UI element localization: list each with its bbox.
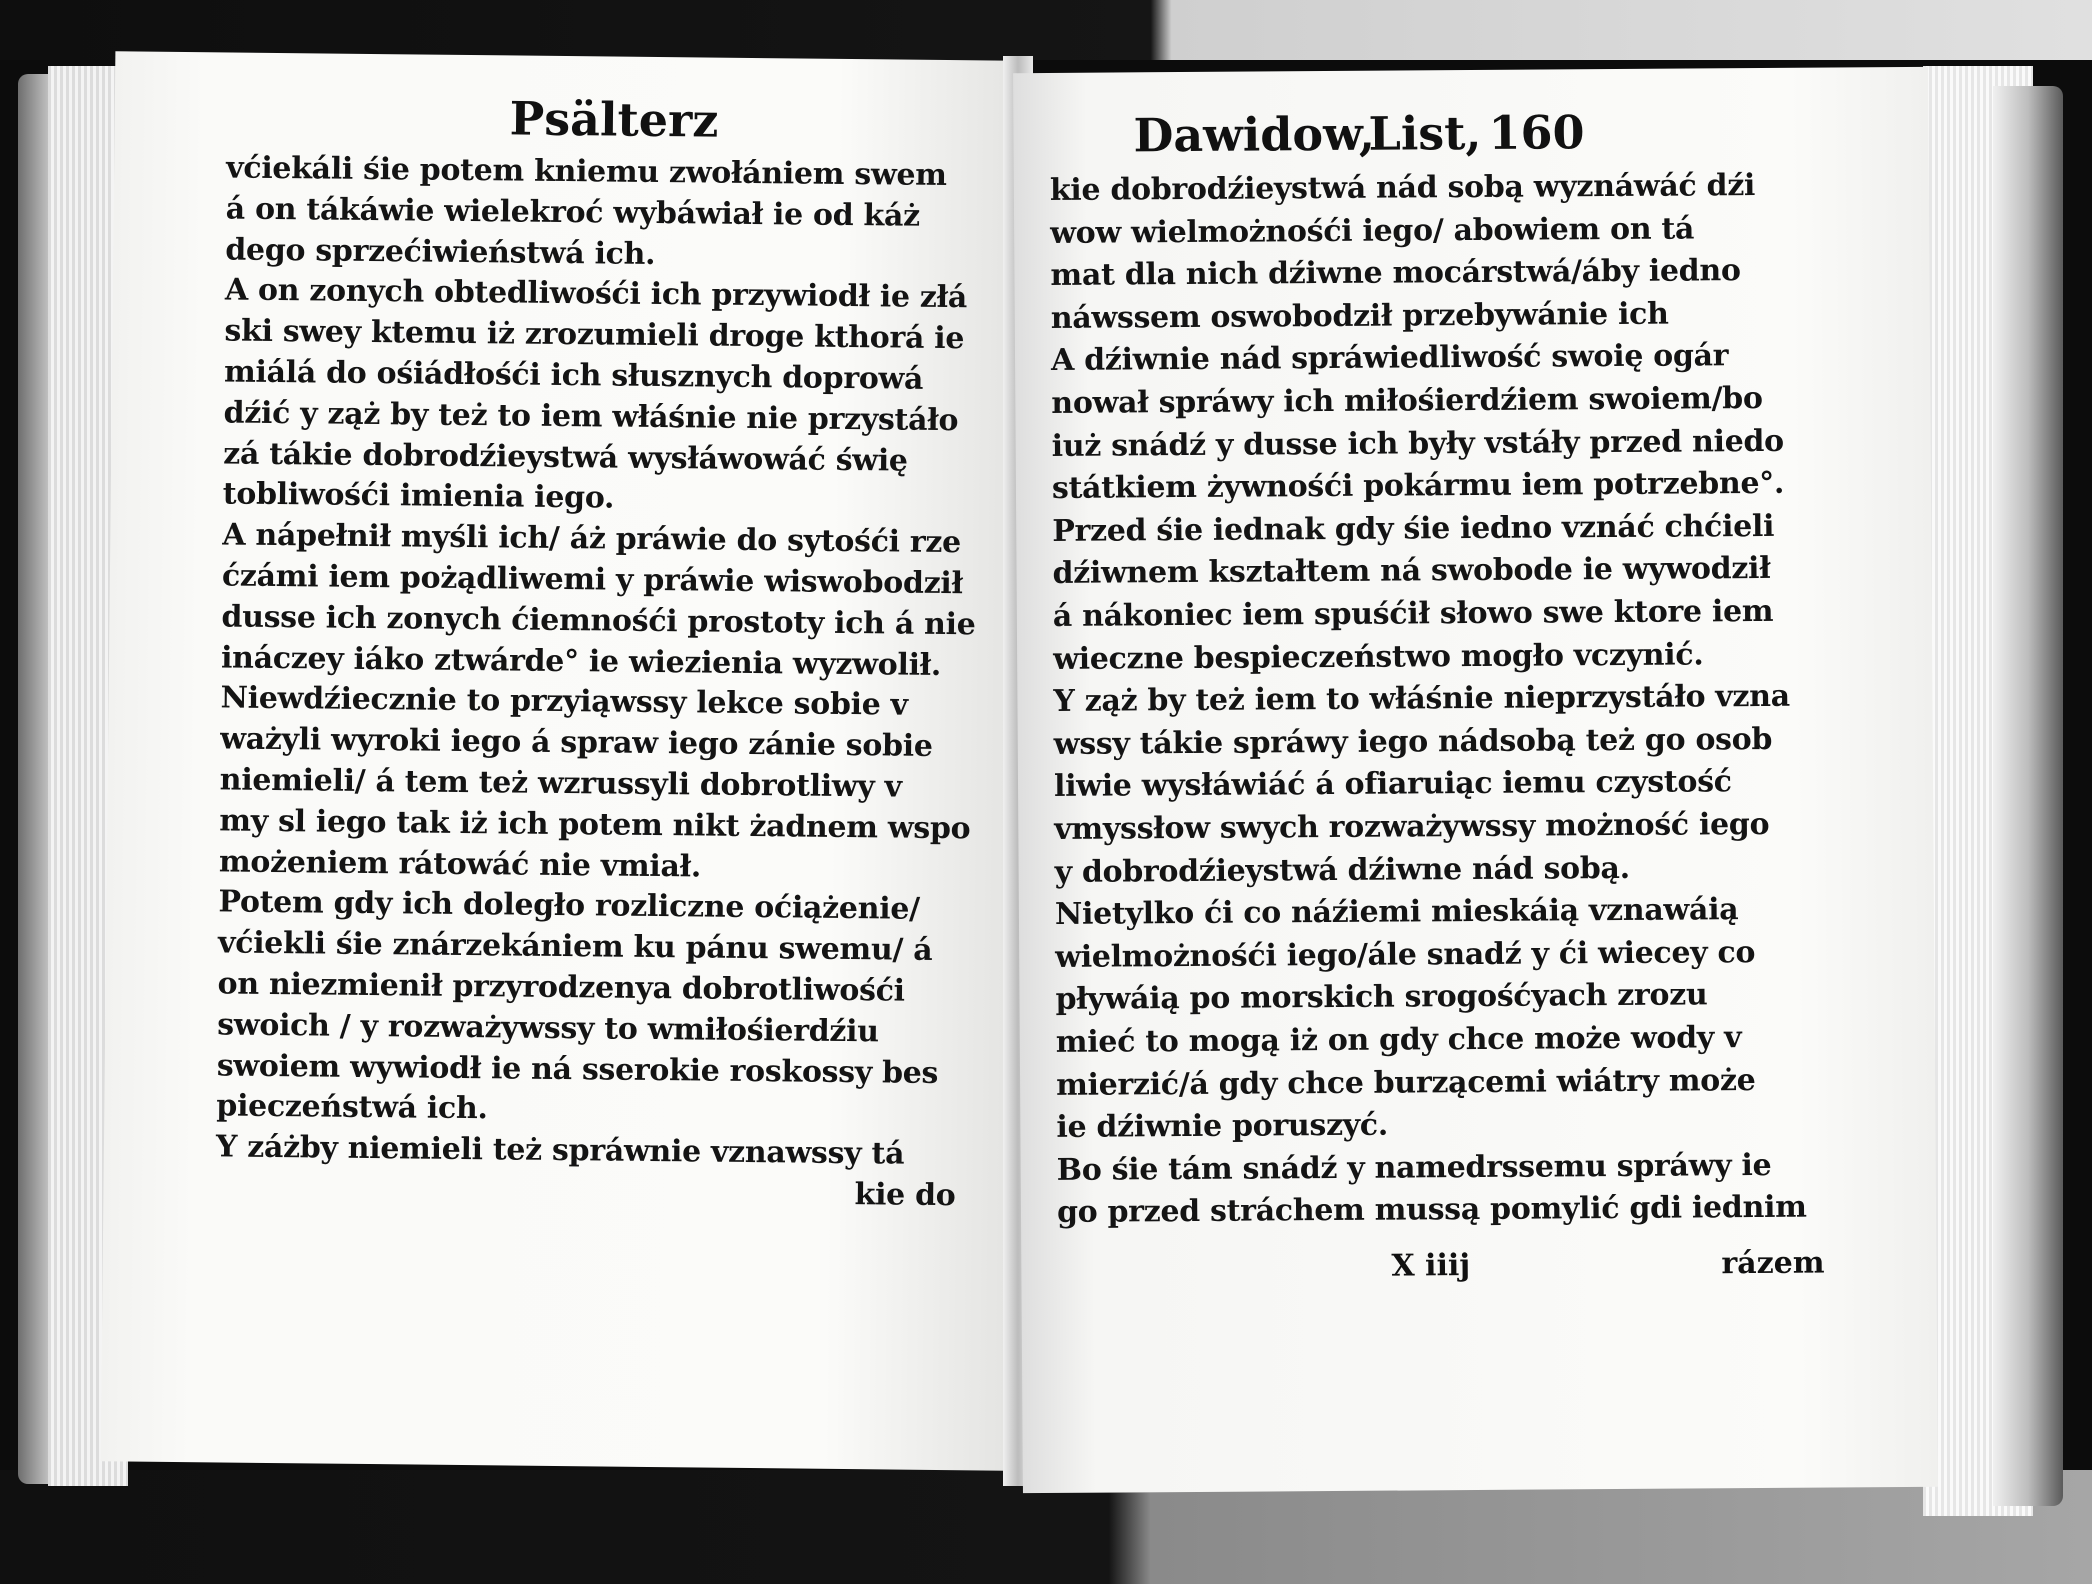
- right-running-head-leaf: List,: [1368, 105, 1482, 161]
- right-page-text: [1049, 165, 1850, 1231]
- text-line: wieczne bespieczeństwo mogło vczynić.: [1053, 636, 1704, 677]
- right-cover: [1993, 86, 2063, 1506]
- right-running-head-title: Dawidow,: [1133, 106, 1376, 163]
- text-line: my sl iego tak iż ich potem nikt żadnem wspo: [219, 803, 971, 847]
- text-line: miálá do ośiádłośći ich słusznych doprowá: [223, 354, 924, 397]
- text-line: vćiekli śie znárzekániem ku pánu swemu/ á: [217, 925, 933, 969]
- text-line: Y záżby niemieli też spráwnie vznawssy tá: [215, 1129, 905, 1172]
- text-line: Bo śie tám snádź y namedrssemu spráwy ie: [1056, 1147, 1772, 1188]
- text-line: ćzámi iem pożądliwemi y práwie wiswobodził: [221, 558, 963, 602]
- text-line: iuż snádź y dusse ich były vstáły przed niedo: [1051, 423, 1784, 464]
- text-line: niemieli/ á tem też wzrussyli dobrotliwy v: [219, 762, 902, 805]
- text-line: wssy tákie spráwy iego nádsobą też go osob: [1053, 721, 1773, 762]
- text-line: Y ząż by też iem to włáśnie nieprzystáło vzna: [1053, 678, 1791, 720]
- text-line: A on zonych obtedliwośći ich przywiodł ie złá: [224, 272, 968, 316]
- text-line: liwie wysłáwiáć á ofiaruiąc iemu czystość: [1053, 764, 1732, 805]
- text-line: mierzić/á gdy chce burzącemi wiátry może: [1055, 1062, 1756, 1103]
- text-line: Potem gdy ich doległo rozliczne oćiążenie/: [218, 884, 920, 928]
- text-line: zá tákie dobrodźieystwá wysłáwowáć świę: [223, 436, 908, 479]
- text-line: dźiwnem kształtem ná swobode ie wywodził: [1052, 551, 1771, 592]
- text-line: nował spráwy ich miłośierdźiem swoiem/bo: [1051, 380, 1763, 421]
- open-book: [18, 56, 2058, 1506]
- text-line: wow wielmożnośći iego/ abowiem on tá: [1050, 211, 1695, 251]
- text-line: náwssem oswobodził przebywánie ich: [1050, 296, 1669, 336]
- text-line: kie dobrodźieystwá nád sobą wyznáwáć dźi: [1049, 168, 1756, 208]
- text-line: ináczey iáko ztwárde° ie wiezienia wyzwolił.: [220, 640, 942, 683]
- page-number: 160: [1488, 105, 1585, 160]
- text-line: A dźiwnie nád spráwiedliwość swoię ogár: [1050, 338, 1729, 379]
- catchword: rázem: [1721, 1245, 1825, 1282]
- left-page-text: [215, 148, 986, 1214]
- text-line: ważyli wyroki iego á spraw iego zánie sobie: [220, 721, 933, 765]
- text-line: on niezmienił przyrodzenya dobrotliwośći: [217, 966, 905, 1009]
- text-line: mat dla nich dźiwne mocárstwá/áby iedno: [1050, 253, 1741, 294]
- text-line: ie dźiwnie poruszyć.: [1056, 1107, 1389, 1146]
- backdrop-top: [0, 0, 2092, 60]
- text-line: możeniem rátowáć nie vmiał.: [218, 844, 702, 885]
- signature-mark: X iiij: [1391, 1248, 1471, 1284]
- text-line: á on tákáwie wielekroć wybáwiał ie od káż: [225, 191, 921, 234]
- text-line: á nákoniec iem spuśćił słowo swe ktore iem: [1052, 593, 1774, 634]
- text-line: go przed stráchem mussą pomylić gdi iednim: [1056, 1190, 1807, 1231]
- text-line: ski swey ktemu iż zrozumieli droge kthorá ie: [224, 313, 965, 357]
- text-line: Nietylko ći co náźiemi mieskáią vznawáią: [1054, 892, 1739, 933]
- text-line: státkiem żywnośći pokármu iem potrzebne°.: [1051, 466, 1785, 507]
- text-line: dusse ich zonych ćiemnośći prostoty ich á nie: [221, 599, 976, 643]
- text-line: swoiem wywiodł ie ná sserokie roskossy bes: [216, 1048, 939, 1091]
- left-running-head: Psälterz: [509, 91, 719, 148]
- text-line: y dobrodźieystwá dźiwne nád sobą.: [1054, 850, 1630, 890]
- right-page: [1013, 67, 1938, 1493]
- text-line: mieć to mogą iż on gdy chce może wody v: [1055, 1020, 1742, 1060]
- text-line: tobliwośći imienia iego.: [222, 476, 615, 516]
- text-line: vćiekáli śie potem kniemu zwołániem swem: [226, 150, 947, 194]
- text-line: vmyssłow swych rozważywssy możność iego: [1054, 806, 1770, 847]
- text-line: A nápełnił myśli ich/ áż práwie do sytośći rze: [222, 517, 962, 561]
- text-line: Przed śie iednak gdy śie iedno vznáć chćieli: [1052, 508, 1775, 549]
- text-line: dźić y ząż by też to iem włáśnie nie przystáło: [223, 395, 959, 438]
- text-line: dego sprzećiwieństwá ich.: [225, 232, 656, 272]
- text-line: wielmożnośći iego/ále snadź y ći wiecey co: [1055, 934, 1756, 975]
- text-line: pływáią po morskich srogośćyach zrozu: [1055, 977, 1708, 1018]
- left-page: [101, 51, 1021, 1470]
- text-line: Niewdźiecznie to przyiąwssy lekce sobie v: [220, 680, 908, 724]
- text-line: pieczeństwá ich.: [216, 1088, 488, 1127]
- text-line: kie do: [854, 1177, 956, 1214]
- text-line: swoich / y rozważywssy to wmiłośierdźiu: [217, 1007, 879, 1050]
